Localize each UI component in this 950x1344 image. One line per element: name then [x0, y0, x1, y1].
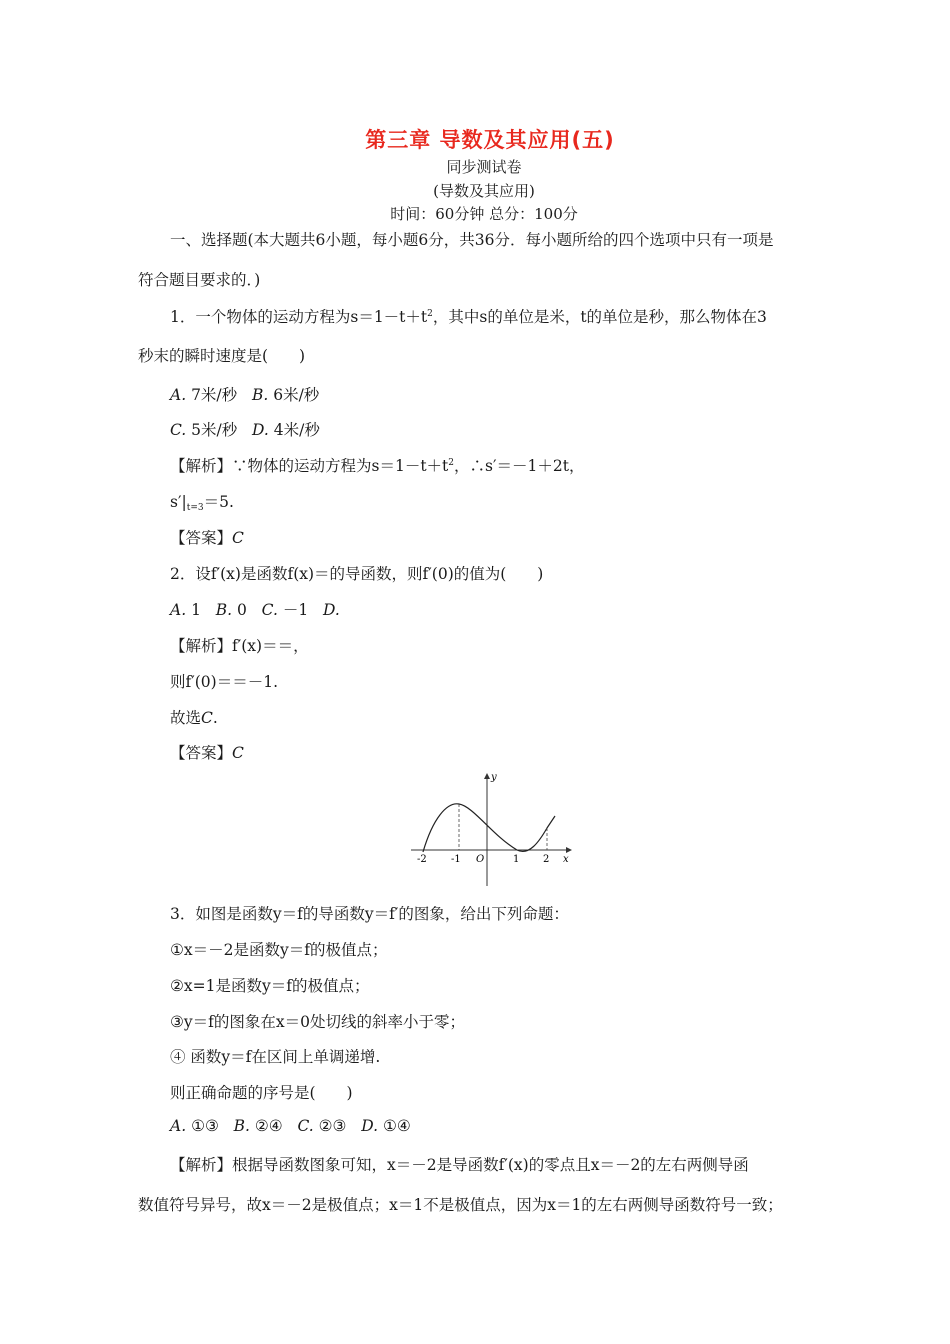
q3-analysis-line1: 【解析】根据导函数图象可知，x＝－2是导函数f′(x)的零点且x＝－2的左右两侧导函 — [170, 1156, 749, 1174]
q1-options-ab — [170, 383, 319, 405]
q1-stem-superscript: 2 — [427, 309, 433, 319]
q1-option-c: 5米/秒 — [191, 421, 238, 439]
q1-analysis2-part-a: s′| — [170, 493, 187, 511]
q3-option-d-label: D. — [361, 1117, 379, 1135]
tick-minus2: -2 — [417, 854, 427, 865]
time-info: 时间：60分钟 总分：100分 — [390, 205, 578, 223]
q2-analysis-line3 — [170, 706, 218, 728]
q1-option-b-label: B. — [251, 386, 269, 404]
subtitle: 同步测试卷 — [446, 158, 522, 176]
q1-stem-line2: 秒末的瞬时速度是( ) — [138, 347, 306, 365]
q1-option-c-label: C. — [170, 421, 187, 439]
y-axis-label: y — [491, 772, 497, 783]
q1-stem-line1 — [170, 305, 767, 327]
section-intro-line2: 符合题目要求的．) — [138, 271, 261, 289]
q1-analysis2-subscript: t=3 — [186, 503, 204, 513]
q2-option-a-label: A. — [170, 601, 187, 619]
q3-analysis-line2: 数值符号异号，故x＝－2是极值点；x＝1不是极值点，因为x＝1的左右两侧导函数符号一致； — [138, 1196, 783, 1214]
q2-answer-value: C — [232, 744, 244, 762]
q1-options-cd — [170, 418, 320, 440]
q3-option-b-label: B. — [233, 1117, 250, 1135]
q2-option-c: －1 — [282, 601, 309, 619]
q1-analysis-part-a: 【解析】∵物体的运动方程为s＝1－t＋t — [170, 457, 449, 475]
q2-option-d-label: D. — [322, 601, 340, 619]
q1-analysis-part-b: ，∴s′＝－1＋2t， — [454, 457, 585, 475]
q3-question: 则正确命题的序号是( ) — [170, 1084, 353, 1102]
chapter-title: 第三章 导数及其应用(五) — [365, 128, 615, 152]
q1-stem-part-a: 1．一个物体的运动方程为s＝1－t＋t — [170, 308, 428, 326]
q3-option-c: ②③ — [318, 1117, 347, 1135]
q1-analysis2-part-b: ＝5. — [203, 493, 234, 511]
q2-analysis3-part-c: . — [212, 709, 218, 727]
q1-option-b: 6米/秒 — [273, 386, 320, 404]
q1-option-d: 4米/秒 — [273, 421, 320, 439]
q1-option-a-label: A. — [170, 386, 187, 404]
q2-stem: 2．设f′(x)是函数f(x)＝的导函数，则f′(0)的值为( ) — [170, 565, 544, 583]
derivative-curve — [423, 804, 555, 852]
q3-option-c-label: C. — [297, 1117, 314, 1135]
q3-option-a: ①③ — [191, 1117, 219, 1135]
q1-stem-part-b: ，其中s的单位是米，t的单位是秒，那么物体在3 — [432, 308, 767, 326]
q2-option-c-label: C. — [261, 601, 278, 619]
q1-analysis-line1 — [170, 454, 584, 476]
tick-origin: O — [476, 854, 485, 865]
q1-answer — [170, 526, 244, 548]
q1-answer-value: C — [232, 529, 244, 547]
derivative-graph — [405, 770, 575, 888]
q1-analysis-line2 — [170, 490, 234, 513]
subject-line: (导数及其应用) — [433, 182, 535, 200]
q2-option-b-label: B. — [215, 601, 233, 619]
q3-proposition-3: ③y＝f的图象在x＝0处切线的斜率小于零； — [170, 1013, 465, 1031]
q2-options — [170, 598, 340, 620]
q2-answer-label: 【答案】 — [170, 744, 233, 762]
q3-proposition-2: ②x=1是函数y＝f的极值点； — [170, 977, 370, 995]
q1-analysis-superscript: 2 — [448, 458, 455, 468]
q1-answer-label: 【答案】 — [170, 529, 233, 547]
q3-option-a-label: A. — [170, 1117, 187, 1135]
q2-analysis-line2: 则f′(0)＝＝－1. — [170, 673, 279, 691]
x-axis-label: x — [563, 854, 569, 865]
q2-analysis-line1: 【解析】f′(x)＝＝， — [170, 637, 309, 655]
q1-option-a: 7米/秒 — [191, 386, 238, 404]
q1-option-d-label: D. — [252, 421, 269, 439]
tick-2: 2 — [543, 854, 550, 865]
q2-analysis3-part-a: 故选 — [170, 709, 202, 727]
tick-1: 1 — [513, 854, 520, 865]
q3-option-d: ①④ — [382, 1117, 411, 1135]
q3-proposition-4: ④ 函数y＝f在区间上单调递增. — [170, 1048, 381, 1066]
section-intro-line1: 一、选择题(本大题共6小题，每小题6分，共36分．每小题所给的四个选项中只有一项是 — [170, 231, 774, 249]
q2-option-b: 0 — [236, 601, 247, 619]
q2-option-a: 1 — [191, 601, 201, 619]
q2-answer — [170, 741, 244, 763]
q3-stem: 3．如图是函数y＝f的导函数y＝f′的图象，给出下列命题： — [170, 905, 569, 923]
q2-analysis3-choice: C — [201, 709, 213, 727]
tick-minus1: -1 — [451, 854, 461, 865]
q3-options — [170, 1117, 411, 1135]
q3-proposition-1: ①x＝－2是函数y＝f的极值点； — [170, 941, 388, 959]
q3-option-b: ②④ — [254, 1117, 283, 1135]
